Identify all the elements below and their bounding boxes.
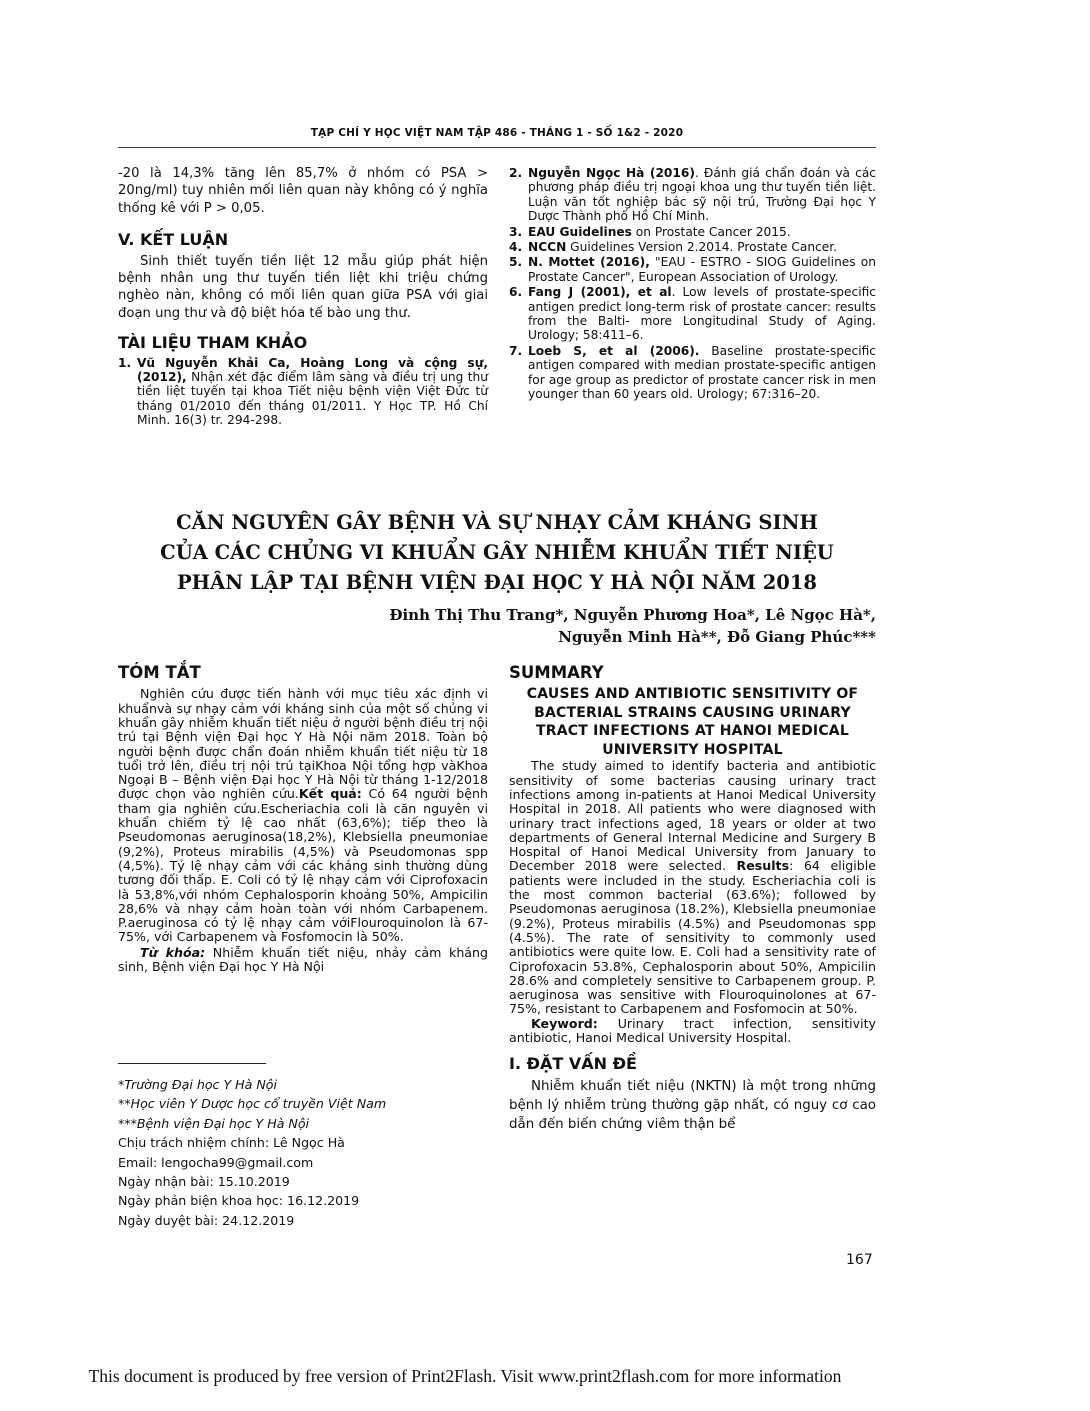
title-line: CỦA CÁC CHỦNG VI KHUẨN GÂY NHIỄM KHUẨN TIẾT NIỆU xyxy=(160,541,834,564)
affiliation-2: **Học viên Y Dược học cổ truyền Việt Nam xyxy=(118,1096,387,1112)
article-title xyxy=(118,508,876,598)
footnote-rule xyxy=(118,1063,266,1064)
abstract-en xyxy=(509,664,876,1134)
reference-item: 3. EAU Guidelines on Prostate Cancer 2015. xyxy=(509,224,791,239)
abstract-en-title: CAUSES AND ANTIBIOTIC SENSITIVITY OF BACTERIAL STRAINS CAUSING URINARY TRACT INFECTIONS AT HANOI MEDICAL UNIVERSITY HOSPITAL xyxy=(526,686,859,758)
approved-date: Ngày duyệt bài: 24.12.2019 xyxy=(118,1212,295,1228)
abstract-vi-body: Nghiên cứu được tiến hành với mục tiêu xác định vi khuẩnvà sự nhạy cảm với kháng sinh của một số chủng vi khuẩn gây nhiễm khuẩn tiết niệu ở người bệnh điều trị nội trú tại Bệnh viện Đại học Y Hà Nội năm 2018. Toàn bộ người bệnh được chẩn đoán nhiễm khuẩn tiết niệu từ 18 tuổi trở lên, điều trị nội trú tạiKhoa Nội tổng hợp vàKhoa Ngoại B – Bệnh viện Đại học Y Hà Nội từ tháng 1-12/2018 được chọn vào nghiên cứu.Kết quả: Có 64 người bệnh tham gia nghiên cứu.Escheriachia coli là căn nguyên vi khuẩn chiếm tỷ lệ cao nhất (63,6%); tiếp theo là Pseudomonas aeruginosa(18,2%), Klebsiella pneumoniae (9,2%), Proteus mirabilis (4,5%) và Pseudomonas spp (4,5%). Tỷ lệ nhạy cảm với các kháng sinh thường dùng tương đối thấp. E. Coli có tỷ lệ nhạy cảm với Ciprofoxacin là 53,8%,với nhóm Cephalosporin khoảng 50%, Ampicilin 28,6% và nhạy cảm hoàn toàn với nhóm Carbapenem. P.aeruginosa có tỷ lệ nhạy cảm vớiFlouroquinolon là 67-75%, với Carbapenem và Fosfomocin là 50%. xyxy=(118,686,488,945)
references-list-left xyxy=(118,356,488,428)
responsible-author: Chịu trách nhiệm chính: Lê Ngọc Hà xyxy=(118,1135,345,1151)
print2flash-notice: This document is produced by free version of Print2Flash. Visit www.print2flash.com for more information xyxy=(88,1366,842,1386)
references-list-right xyxy=(509,166,876,402)
intro-heading: I. ĐẶT VẤN ĐỀ xyxy=(509,1054,637,1074)
reference-item: 7. Loeb S, et al (2006). Baseline prostate-specific antigen compared with median prostate-specific antigen for age group as predictor of prostate cancer risk in men younger than 60 years old. Urology; 67:316–20. xyxy=(509,343,876,402)
abstract-en-keywords: Keyword: Urinary tract infection, sensitivity antibiotic, Hanoi Medical University Hospital. xyxy=(509,1015,876,1046)
authors-line: Đinh Thị Thu Trang*, Nguyễn Phương Hoa*, Lê Ngọc Hà*, xyxy=(389,606,876,624)
affiliation-1: *Trường Đại học Y Hà Nội xyxy=(118,1077,277,1092)
reference-item: 5. N. Mottet (2016), "EAU - ESTRO - SIOG Guidelines on Prostate Cancer", European Association of Urology. xyxy=(509,255,876,284)
abstract-en-heading: SUMMARY xyxy=(509,663,604,682)
header-rule xyxy=(118,147,876,148)
journal-header: TẠP CHÍ Y HỌC VIỆT NAM TẬP 486 - THÁNG 1 - SỐ 1&2 - 2020 xyxy=(310,127,684,139)
reference-item: 4. NCCN Guidelines Version 2.2014. Prostate Cancer. xyxy=(509,240,838,255)
reviewed-date: Ngày phản biện khoa học: 16.12.2019 xyxy=(118,1193,360,1209)
top-right-column xyxy=(509,166,876,403)
abstract-vi-heading: TÓM TẮT xyxy=(118,663,201,682)
intro-text: Nhiễm khuẩn tiết niệu (NKTN) là một trong những bệnh lý nhiễm trùng thường gặp nhất, có nguy cơ cao dẫn đến biến chứng viêm thận bể xyxy=(509,1078,876,1132)
authors-line: Nguyễn Minh Hà**, Đỗ Giang Phúc*** xyxy=(558,628,876,646)
continued-paragraph: -20 là 14,3% tăng lên 85,7% ở nhóm có PSA > 20ng/ml) tuy nhiên mối liên quan này không có ý nghĩa thống kê với P > 0,05. xyxy=(118,166,488,216)
affiliation-3: ***Bệnh viện Đại học Y Hà Nội xyxy=(118,1115,310,1131)
reference-item: 6. Fang J (2001), et al. Low levels of prostate-specific antigen predict long-term risk of prostate cancer: results from the Balti- more Longitudinal Study of Aging. Urology; 58:411–6. xyxy=(509,285,876,343)
abstract-en-body: The study aimed to identify bacteria and antibiotic sensitivity of some bacterias causing urinary tract infections among in-patients at Hanoi Medical University Hospital in 2018. All patients who were diagnosed with urinary tract infections aged, 18 years or older at two departments of General Internal Medicine and Surgery B Hospital of Hanoi Medical University from January to December 2018 were selected. Results: 64 eligible patients were included in the study. Escheriachia coli is the most common bacterial (63.6%); followed by Pseudomonas aeruginosa (18.2%), Klebsiella pneumoniae (9.2%), Proteus mirabilis (4.5%) and Pseudomonas spp (4.5%). The rate of sensitivity to commonly used antibiotics were quite low. E. Coli had a sensitivity rate of Ciprofoxacin 53.8%, Cephalosporin about 50%, Ampicilin 28.6% and completely sensitive to Carbapenem group. P. aeruginosa was sensitive with Flouroquinolones at 67-75%, resistant to Carbapenem and Fosfomocin at 50%. xyxy=(509,758,876,1017)
received-date: Ngày nhận bài: 15.10.2019 xyxy=(118,1174,290,1190)
conclusion-text: Sinh thiết tuyến tiền liệt 12 mẫu giúp phát hiện bệnh nhân ung thư tuyến tiền liệt khi triệu chứng nghèo nàn, không có mối liên quan giữa PSA với giai đoạn ung thư và độ biệt hóa tế bào ung thư. xyxy=(118,253,488,321)
authors xyxy=(118,604,876,648)
page-number: 167 xyxy=(846,1252,873,1268)
reference-item: 1. Vũ Nguyễn Khải Ca, Hoàng Long và cộng sự, (2012), Nhận xét đặc điểm lâm sàng và điều trị ung thư tiền liệt tuyến tại khoa Tiết niệu bệnh viện Việt Đức từ tháng 01/2010 đến tháng 01/2011. Y Học TP. Hồ Chí Minh. 16(3) tr. 294-298. xyxy=(118,355,488,428)
top-left-column xyxy=(118,165,488,429)
title-line: CĂN NGUYÊN GÂY BỆNH VÀ SỰ NHẠY CẢM KHÁNG SINH xyxy=(176,511,818,534)
abstract-vi xyxy=(118,664,488,974)
footnotes xyxy=(118,1075,488,1230)
references-heading: TÀI LIỆU THAM KHẢO xyxy=(118,333,308,353)
email: Email: lengocha99@gmail.com xyxy=(118,1154,314,1170)
title-line: PHÂN LẬP TẠI BỆNH VIỆN ĐẠI HỌC Y HÀ NỘI NĂM 2018 xyxy=(177,571,817,594)
reference-item: 2. Nguyễn Ngọc Hà (2016). Đánh giá chẩn đoán và các phương pháp điều trị ngoại khoa ung thư tuyến tiền liệt. Luận văn tốt nghiệp bác sỹ nội trú, Trường Đại học Y Dược Thành phố Hồ Chí Minh. xyxy=(509,166,876,224)
abstract-vi-keywords: Từ khóa: Nhiễm khuẩn tiết niệu, nhảy cảm kháng sinh, Bệnh viện Đại học Y Hà Nội xyxy=(118,944,489,975)
conclusion-heading: V. KẾT LUẬN xyxy=(118,230,229,250)
